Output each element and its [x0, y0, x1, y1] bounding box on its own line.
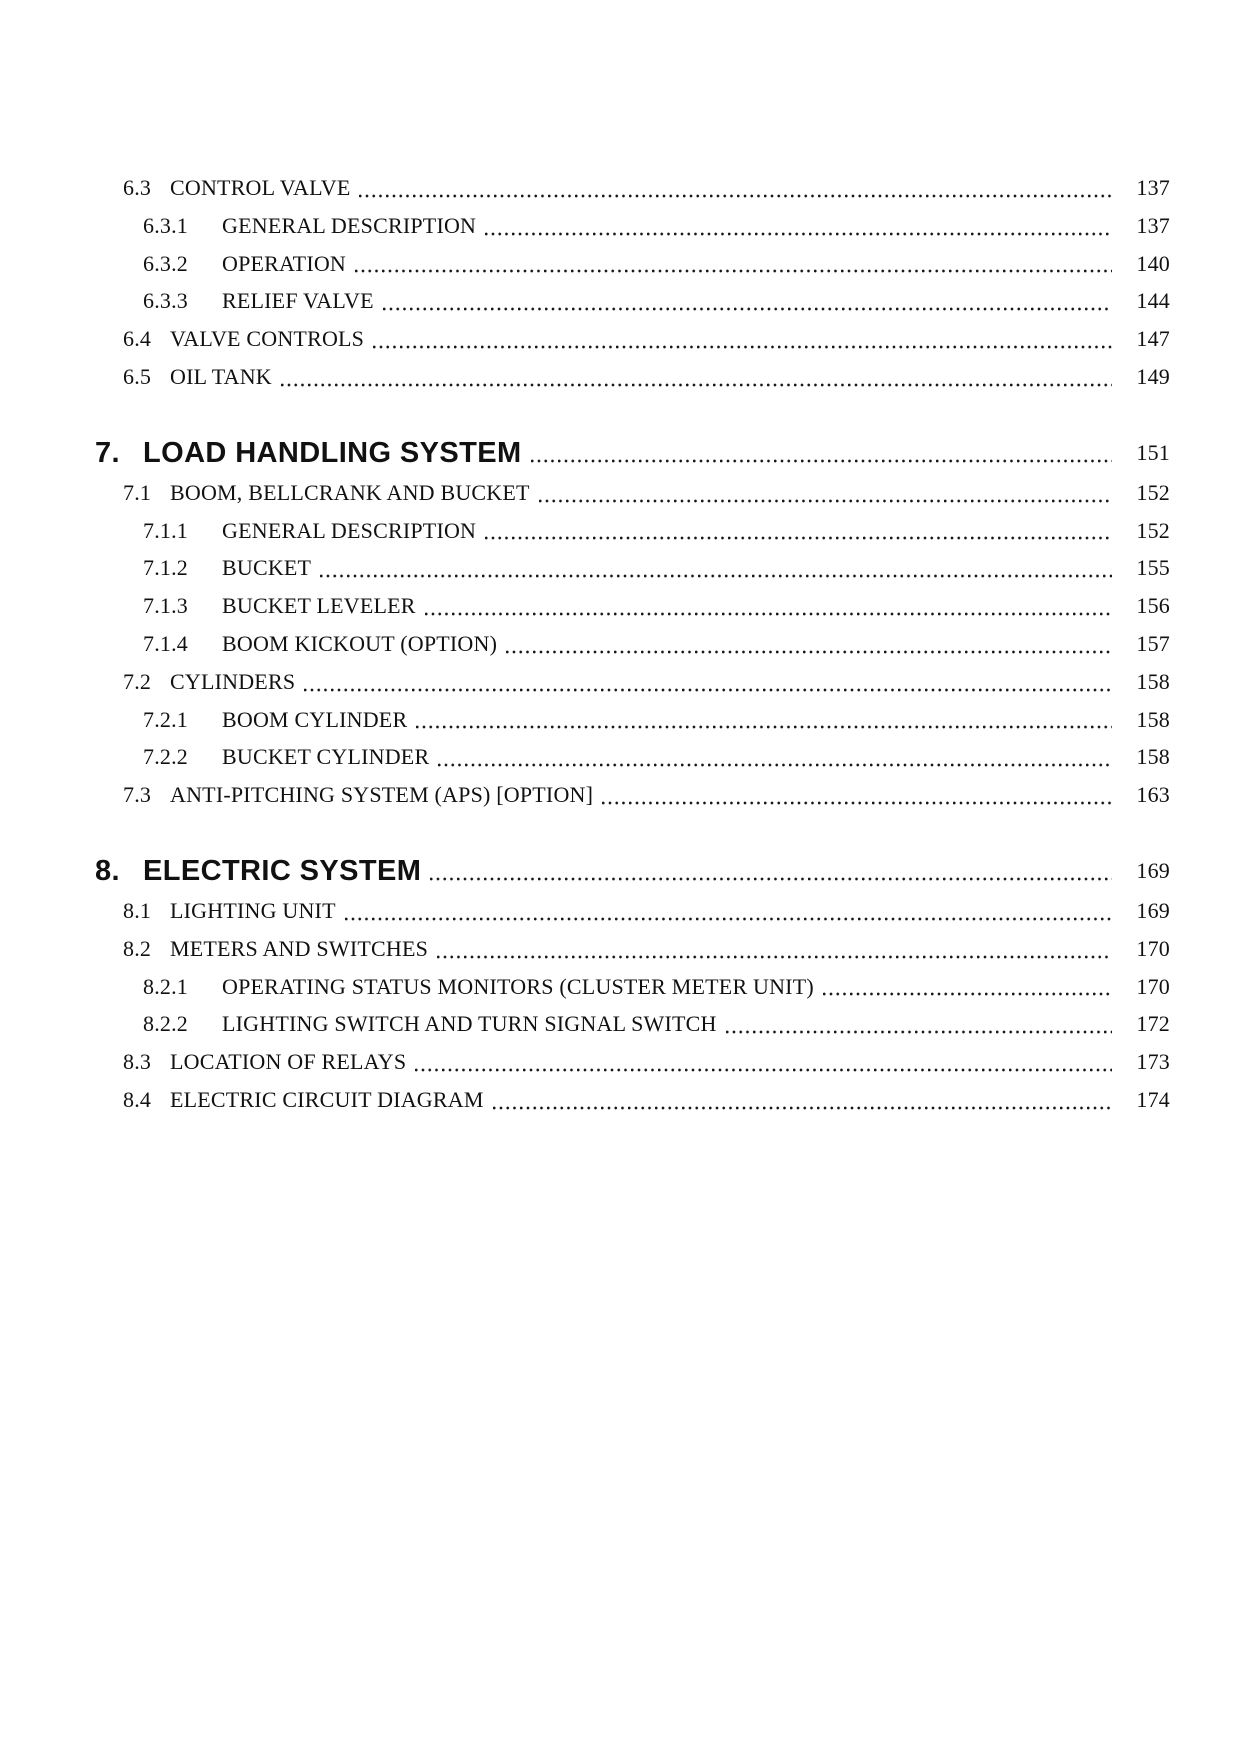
page-number: 174: [1136, 1086, 1170, 1112]
page-number: 169: [1136, 857, 1170, 883]
entry-title: LOCATION OF RELAYS: [170, 1049, 407, 1075]
entry-title: ELECTRIC SYSTEM: [143, 854, 422, 887]
toc-chapter-row: [95, 432, 1170, 474]
leader-dots: [416, 725, 1112, 729]
toc-entry-row: [95, 968, 1170, 1006]
entry-title: BOOM CYLINDER: [222, 706, 408, 732]
leader-dots: [726, 1030, 1112, 1034]
page-number: 156: [1136, 593, 1170, 619]
entry-number: 8.3: [123, 1049, 152, 1075]
leader-dots: [383, 307, 1112, 311]
entry-title: METERS AND SWITCHES: [170, 935, 429, 961]
entry-title: BUCKET CYLINDER: [222, 744, 430, 770]
entry-title: CYLINDERS: [170, 668, 296, 694]
entry-title: GENERAL DESCRIPTION: [222, 212, 477, 238]
toc-entry-row: [95, 1005, 1170, 1043]
toc-entry-row: [95, 663, 1170, 701]
leader-dots: [602, 801, 1112, 805]
entry-title: OIL TANK: [170, 363, 272, 389]
toc-entry-row: [95, 587, 1170, 625]
toc-entry-row: [95, 245, 1170, 283]
entry-title: GENERAL DESCRIPTION: [222, 517, 477, 543]
page-number: 147: [1136, 326, 1170, 352]
leader-dots: [304, 688, 1112, 692]
leader-dots: [359, 194, 1112, 198]
leader-dots: [430, 877, 1112, 881]
entry-number: 7.1.1: [143, 517, 188, 543]
toc-entry-row: [95, 282, 1170, 320]
page-number: 170: [1136, 935, 1170, 961]
toc-entry-row: [95, 169, 1170, 207]
leader-dots: [320, 574, 1112, 578]
entry-number: 7.2: [123, 668, 152, 694]
leader-dots: [531, 459, 1112, 463]
page-number: 144: [1136, 288, 1170, 314]
toc-entry-row: [95, 358, 1170, 396]
entry-number: 6.3.3: [143, 288, 188, 314]
toc-chapter-row: [95, 850, 1170, 892]
leader-dots: [493, 1106, 1112, 1110]
leader-dots: [355, 269, 1112, 273]
entry-title: VALVE CONTROLS: [170, 326, 365, 352]
toc-entry-row: [95, 625, 1170, 663]
entry-title: BOOM, BELLCRANK AND BUCKET: [170, 479, 530, 505]
toc-entry-row: [95, 738, 1170, 776]
entry-title: OPERATION: [222, 250, 347, 276]
page-number: 170: [1136, 973, 1170, 999]
entry-number: 6.3: [123, 175, 152, 200]
toc-entry-row: [95, 1081, 1170, 1119]
entry-number: 6.4: [123, 326, 152, 352]
entry-number: 8.4: [123, 1086, 152, 1112]
leader-dots: [506, 650, 1112, 654]
toc-entry-row: [95, 776, 1170, 814]
page-number: 158: [1136, 668, 1170, 694]
page-number: 149: [1136, 363, 1170, 389]
entry-title: BOOM KICKOUT (OPTION): [222, 630, 498, 656]
entry-title: LOAD HANDLING SYSTEM: [143, 436, 522, 469]
entry-title: ANTI-PITCHING SYSTEM (APS) [OPTION]: [170, 782, 594, 808]
entry-number: 8.2.2: [143, 1011, 188, 1037]
page-number: 137: [1136, 212, 1170, 238]
table-of-contents: [95, 169, 1170, 1119]
page-number: 173: [1136, 1049, 1170, 1075]
entry-title: RELIEF VALVE: [222, 288, 374, 314]
entry-number: 7.1.2: [143, 555, 188, 581]
page-number: 163: [1136, 782, 1170, 808]
entry-title: CONTROL VALVE: [170, 175, 351, 200]
page-number: 158: [1136, 744, 1170, 770]
entry-number: 7.1: [123, 479, 152, 505]
page-number: 152: [1136, 517, 1170, 543]
entry-number: 8.: [95, 854, 120, 887]
entry-number: 6.5: [123, 363, 152, 389]
toc-entry-row: [95, 701, 1170, 739]
leader-dots: [345, 917, 1112, 921]
toc-entry-row: [95, 930, 1170, 968]
leader-dots: [373, 345, 1112, 349]
page-number: 172: [1136, 1011, 1170, 1037]
page-number: 140: [1136, 250, 1170, 276]
entry-number: 6.3.2: [143, 250, 188, 276]
entry-number: 7.2.2: [143, 744, 188, 770]
toc-entry-row: [95, 474, 1170, 512]
entry-title: ELECTRIC CIRCUIT DIAGRAM: [170, 1086, 484, 1112]
page-number: 137: [1136, 175, 1170, 200]
page-number: 152: [1136, 479, 1170, 505]
toc-entry-row: [95, 549, 1170, 587]
page-number: 157: [1136, 630, 1170, 656]
entry-number: 6.3.1: [143, 212, 188, 238]
page-number: 151: [1136, 439, 1170, 465]
toc-entry-row: [95, 1043, 1170, 1081]
toc-entry-row: [95, 320, 1170, 358]
entry-number: 7.2.1: [143, 706, 188, 732]
page-number: 158: [1136, 706, 1170, 732]
entry-number: 7.1.3: [143, 593, 188, 619]
entry-title: LIGHTING SWITCH AND TURN SIGNAL SWITCH: [222, 1011, 717, 1037]
entry-number: 8.2.1: [143, 973, 188, 999]
entry-number: 8.2: [123, 935, 152, 961]
entry-number: 7.: [95, 436, 120, 469]
page-number: 155: [1136, 555, 1170, 581]
leader-dots: [437, 955, 1112, 959]
page-number: 169: [1136, 897, 1170, 923]
leader-dots: [415, 1068, 1112, 1072]
leader-dots: [823, 992, 1112, 996]
toc-entry-row: [95, 207, 1170, 245]
entry-title: OPERATING STATUS MONITORS (CLUSTER METER UNIT): [222, 973, 814, 999]
leader-dots: [485, 232, 1112, 236]
entry-title: LIGHTING UNIT: [170, 897, 336, 923]
toc-entry-row: [95, 512, 1170, 550]
leader-dots: [438, 763, 1112, 767]
leader-dots: [425, 612, 1112, 616]
entry-title: BUCKET: [222, 555, 312, 581]
leader-dots: [485, 536, 1112, 540]
toc-entry-row: [95, 892, 1170, 930]
entry-number: 8.1: [123, 897, 152, 923]
entry-title: BUCKET LEVELER: [222, 593, 416, 619]
entry-number: 7.1.4: [143, 630, 188, 656]
leader-dots: [539, 499, 1112, 503]
entry-number: 7.3: [123, 782, 152, 808]
leader-dots: [281, 383, 1112, 387]
